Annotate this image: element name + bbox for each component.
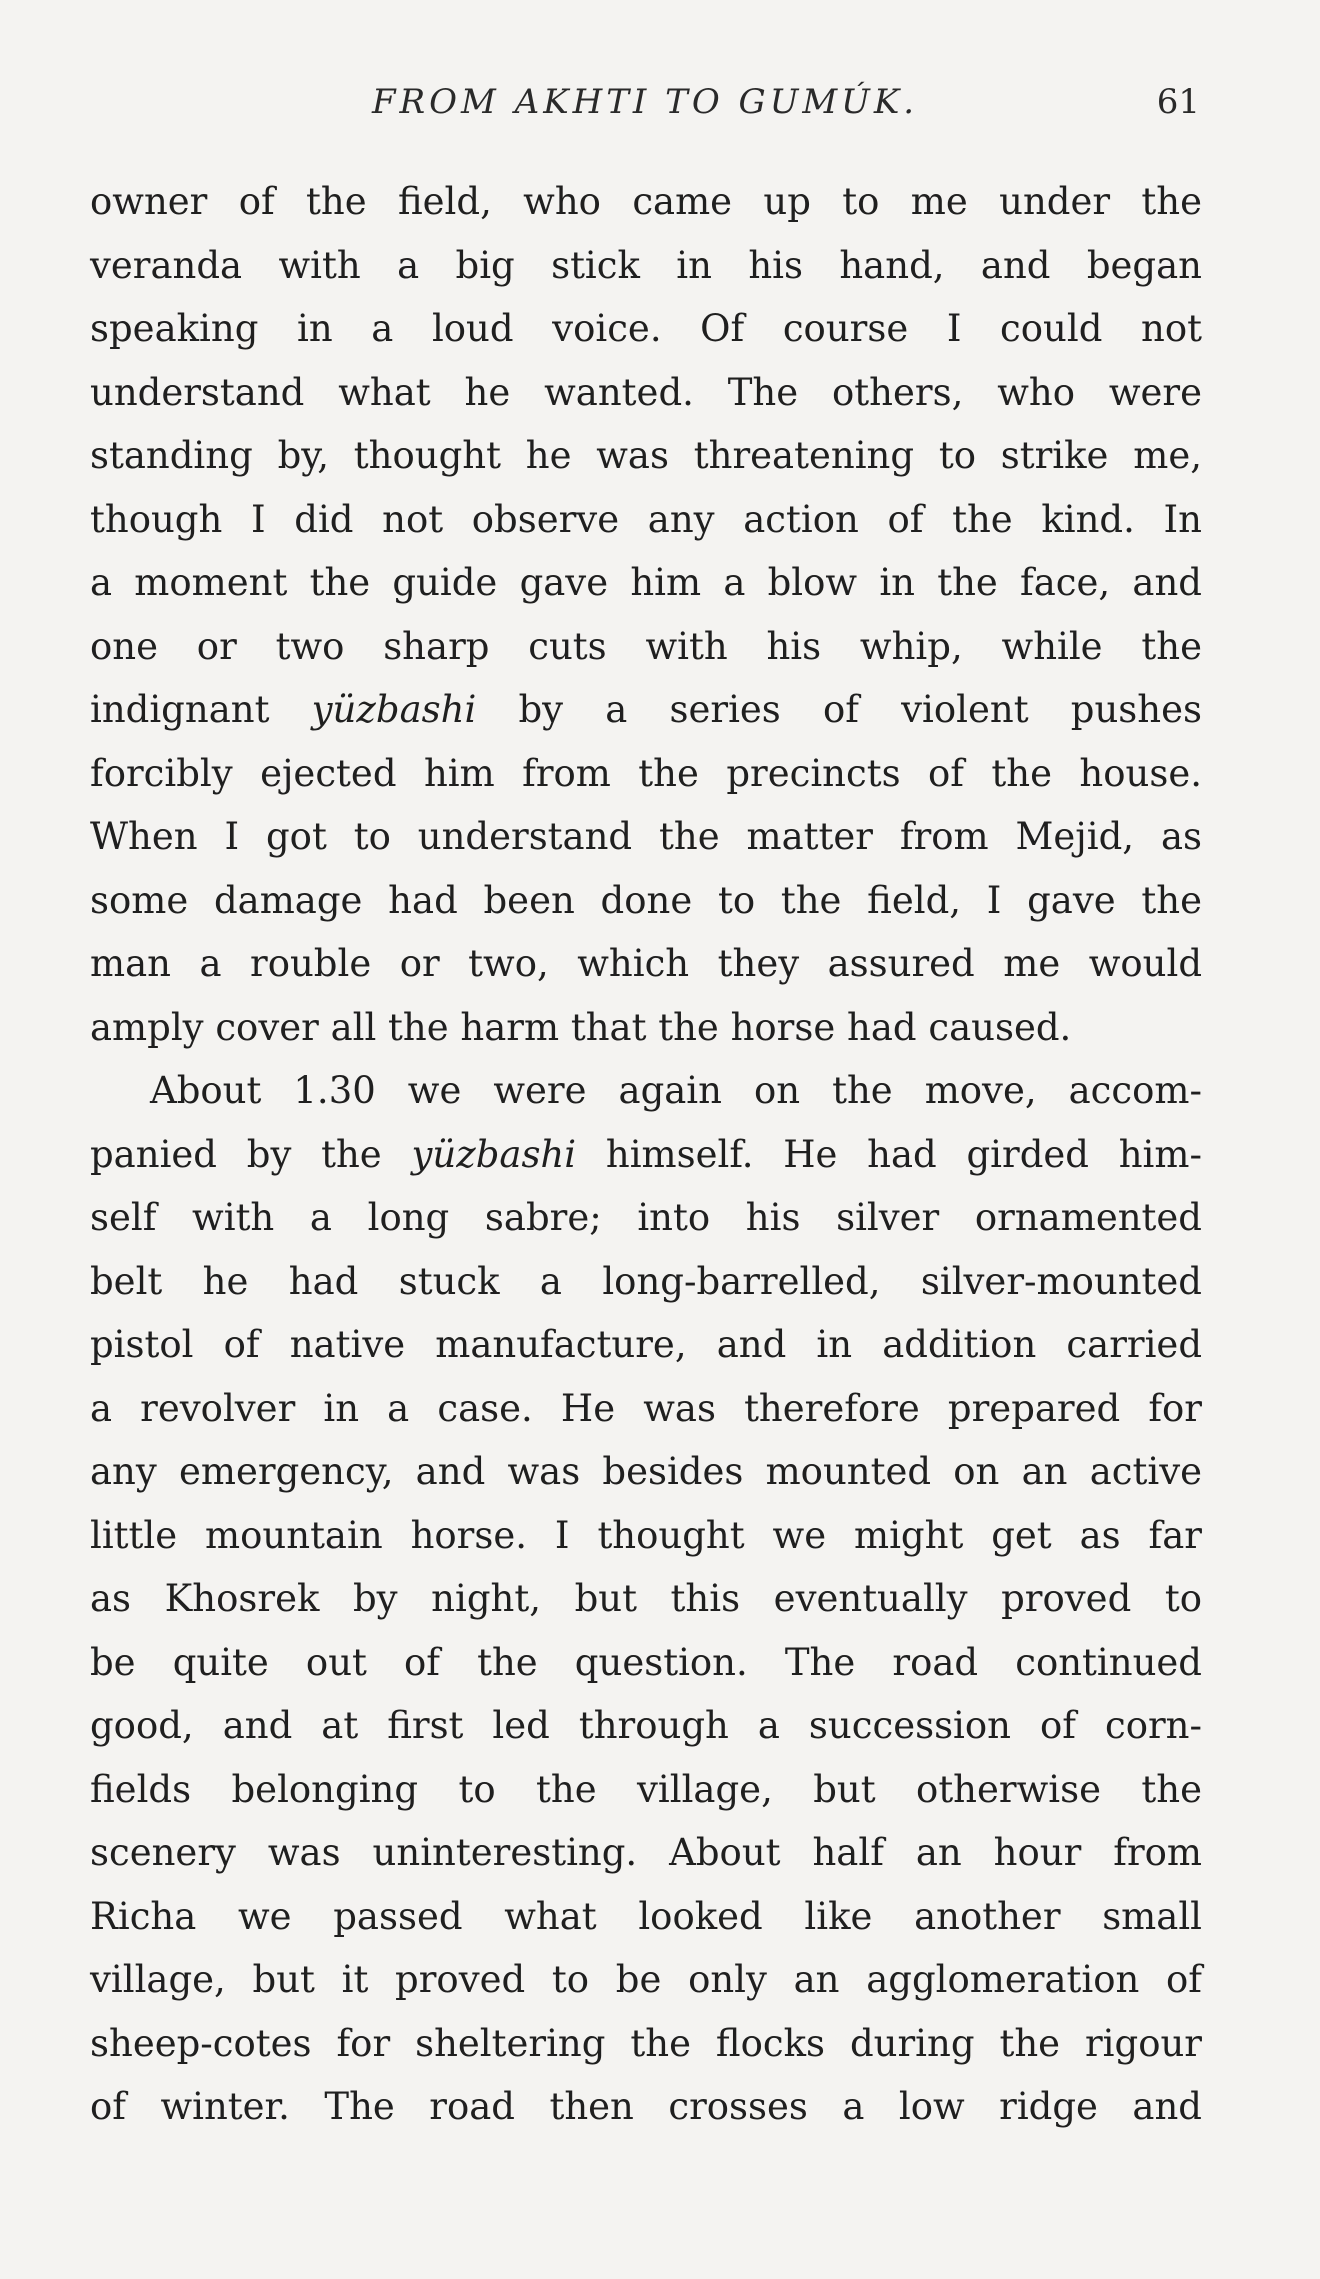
- italic-term: yüzbashi: [311, 688, 477, 731]
- text-line: any emergency, and was besides mounted on an active: [90, 1450, 1202, 1493]
- running-head: [90, 82, 1200, 142]
- text-line: belt he had stuck a long-barrelled, silver-mounted: [90, 1259, 1202, 1303]
- body-text: [90, 170, 1202, 2139]
- text-line: a moment the guide gave him a blow in the face, and: [90, 561, 1202, 604]
- text-line: [90, 1123, 1202, 1187]
- text-line: be quite out of the question. The road continued: [90, 1640, 1202, 1684]
- text-line: veranda with a big stick in his hand, and began: [90, 243, 1202, 287]
- text-segment: indignant: [90, 688, 312, 731]
- text-line: some damage had been done to the field, I gave the: [90, 878, 1202, 922]
- running-title: FROM AKHTI TO GUMÚK.: [371, 82, 919, 122]
- text-line: little mountain horse. I thought we might get as far: [90, 1513, 1202, 1557]
- text-line: of winter. The road then crosses a low ridge and: [90, 2085, 1202, 2128]
- text-line: a revolver in a case. He was therefore prepared for: [90, 1386, 1202, 1430]
- text-line: one or two sharp cuts with his whip, while the: [90, 624, 1202, 668]
- text-line: pistol of native manufacture, and in addition carried: [90, 1323, 1202, 1366]
- text-line: [90, 678, 1202, 742]
- text-line: man a rouble or two, which they assured me would: [90, 942, 1202, 985]
- text-segment: by a series of violent pushes: [476, 688, 1202, 731]
- text-line: forcibly ejected him from the precincts of the house.: [90, 751, 1202, 795]
- paragraph-end-line: amply cover all the harm that the horse had caused.: [90, 1005, 1072, 1049]
- text-segment: panied by the: [90, 1132, 412, 1176]
- text-line: understand what he wanted. The others, who were: [90, 370, 1202, 414]
- text-line: good, and at first led through a succession of corn-: [90, 1704, 1202, 1747]
- page-number: 61: [1156, 82, 1200, 122]
- paragraph-first-line: About 1.30 we were again on the move, accom-: [150, 1069, 1202, 1112]
- text-line: Richa we passed what looked like another small: [90, 1894, 1202, 1938]
- text-line: standing by, thought he was threatening to strike me,: [90, 434, 1202, 477]
- italic-term: yüzbashi: [411, 1132, 577, 1176]
- text-line: village, but it proved to be only an agglomeration of: [90, 1958, 1202, 2001]
- text-line: speaking in a loud voice. Of course I could not: [90, 307, 1202, 350]
- text-line: self with a long sabre; into his silver ornamented: [90, 1196, 1202, 1239]
- text-line: fields belonging to the village, but otherwise the: [90, 1767, 1202, 1811]
- text-segment: himself. He had girded him-: [576, 1132, 1202, 1176]
- text-line: sheep-cotes for sheltering the flocks during the rigour: [90, 2021, 1202, 2065]
- text-line: scenery was uninteresting. About half an hour from: [90, 1831, 1202, 1874]
- text-line: When I got to understand the matter from Mejid, as: [90, 815, 1202, 858]
- text-line: owner of the field, who came up to me under the: [90, 180, 1202, 223]
- text-line: as Khosrek by night, but this eventually proved to: [90, 1577, 1202, 1620]
- text-line: though I did not observe any action of the kind. In: [90, 497, 1202, 541]
